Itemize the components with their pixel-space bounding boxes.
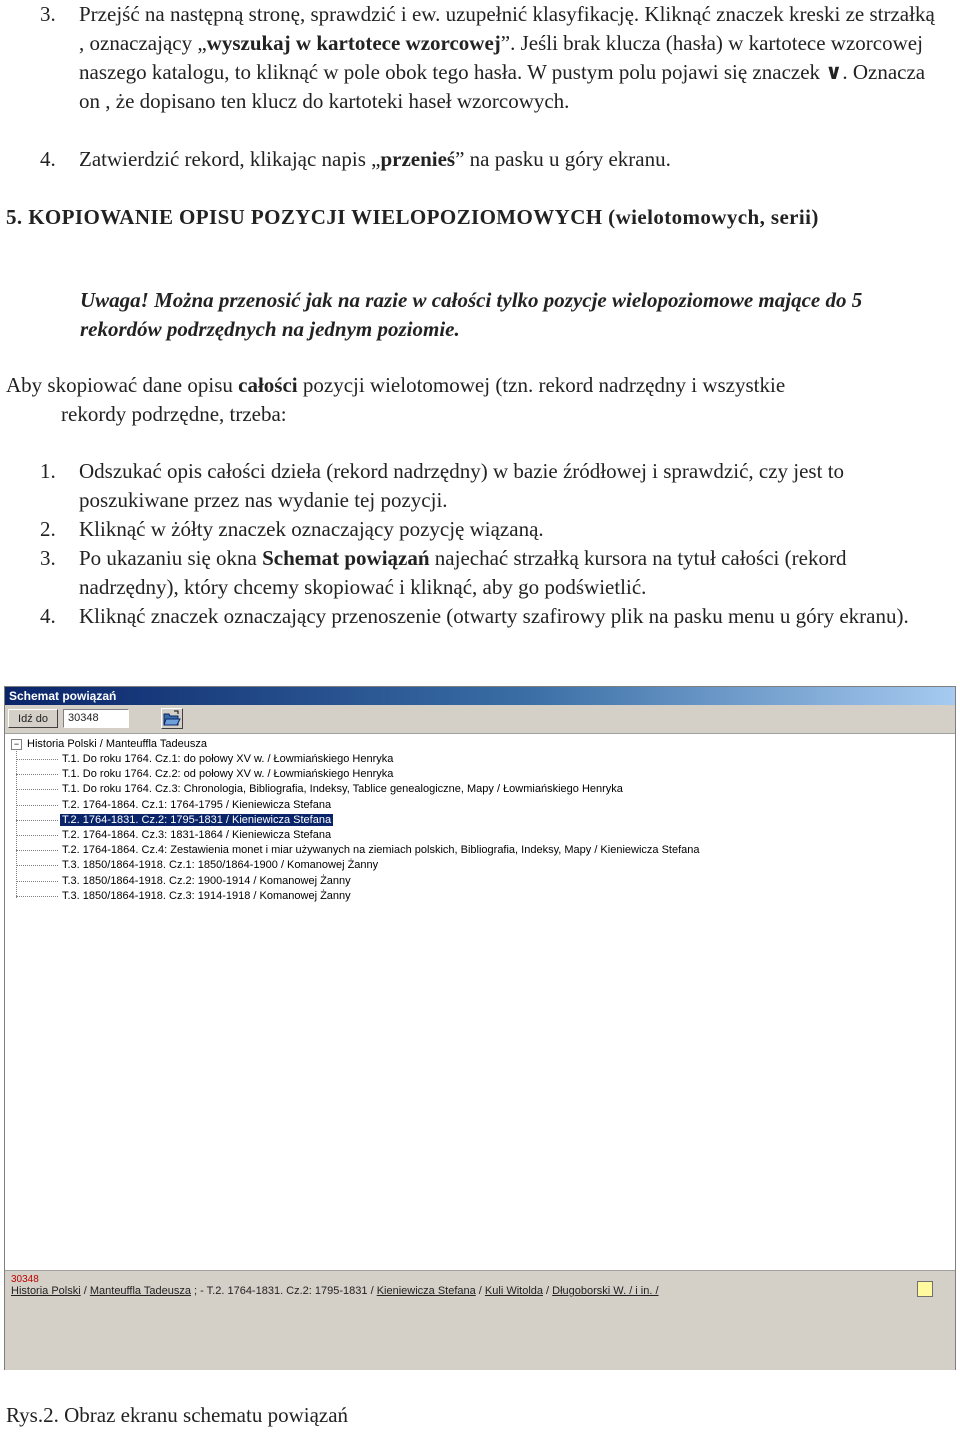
tree-item[interactable] — [60, 828, 333, 842]
tree-item-label: T.1. Do roku 1764. Cz.1: do połowy XV w. / Łowmiańskiego Henryka — [62, 753, 394, 765]
step-text: Odszukać opis całości dzieła (rekord nadrzędny) w bazie źródłowej i sprawdzić, czy jest to poszukiwane przez nas wydanie tej pozycji. — [79, 459, 845, 512]
path-link[interactable]: Kieniewicza Stefana — [376, 1285, 476, 1297]
figure-caption: Rys.2. Obraz ekranu schematu powiązań — [6, 1403, 349, 1427]
step-text: Kliknąć w żółty znaczek oznaczający pozycję wiązaną. — [79, 517, 544, 541]
tree-item[interactable] — [60, 843, 702, 857]
step-number: 3. — [40, 546, 56, 570]
path-link[interactable]: Manteuffla Tadeusza — [89, 1285, 191, 1297]
tree-item-label: T.3. 1850/1864-1918. Cz.3: 1914-1918 / Komanowej Żanny — [62, 889, 351, 902]
warning-note: Uwaga! Można przenosić jak na razie w całości tylko pozycje wielopoziomowe mające do 5 rekordów podrzędnych na jednym poziomie. — [80, 288, 863, 341]
tree-item[interactable] — [60, 798, 333, 812]
tree-item-label: T.2. 1764-1831. Cz.2: 1795-1831 / Kieniewicza Stefana — [62, 813, 332, 826]
s5-step-2 — [0, 515, 955, 544]
s5-step-4 — [0, 602, 955, 660]
tree-connector — [16, 759, 58, 760]
step-number: 1. — [40, 459, 56, 483]
s5-step-3 — [0, 544, 955, 602]
tree-item-label: T.3. 1850/1864-1918. Cz.2: 1900-1914 / Komanowej Żanny — [62, 874, 351, 887]
section-heading: 5. KOPIOWANIE OPISU POZYCJI WIELOPOZIOMOWYCH (wielotomowych, serii) — [6, 205, 819, 229]
step-number: 2. — [40, 517, 56, 541]
step-text: Zatwierdzić rekord, klikając napis „przenieś” na pasku u góry ekranu. — [79, 147, 671, 171]
tree-item-label: T.2. 1764-1864. Cz.1: 1764-1795 / Kieniewicza Stefana — [62, 798, 332, 811]
schemat-window — [4, 686, 956, 1370]
step-number: 4. — [40, 604, 56, 628]
check-mark-glyph: ∨ — [825, 60, 843, 84]
tree-item[interactable] — [60, 752, 395, 766]
step-3-item — [0, 0, 955, 145]
record-id: 30348 — [11, 1274, 39, 1285]
tree-item-label: T.1. Do roku 1764. Cz.3: Chronologia, Bibliografia, Indeksy, Tablice genealogiczne, Mapy / Łowmiańskiego Henryka — [62, 783, 623, 796]
tree-connector — [16, 774, 58, 775]
record-path: Historia Polski / Manteuffla Tadeusza ; - T.2. 1764-1831. Cz.2: 1795-1831 / Kieniewicza Stefana / Kuli Witolda / Długoborski W. / i in. / — [11, 1285, 659, 1297]
step-text: Kliknąć znaczek oznaczający przenoszenie (otwarty szafirowy plik na pasku menu u góry ekranu). — [79, 604, 909, 628]
goto-input[interactable]: 30348 — [63, 709, 129, 728]
tree-connector — [16, 805, 58, 806]
tree-item-label: T.3. 1850/1864-1918. Cz.1: 1850/1864-1900 / Komanowej Żanny — [62, 859, 379, 872]
step-4-item — [0, 145, 955, 174]
tree-connector — [16, 835, 58, 836]
step-number: 4. — [40, 147, 56, 171]
step-text: Przejść na następną stronę, sprawdzić i ew. uzupełnić klasyfikację. Kliknąć znaczek kreski ze strzałką , oznaczający „wyszukaj w kartotece wzorcowej”. Jeśli brak klucza (hasła) w kartotece wzorcowej naszego katalogu, to kliknąć w pole obok tego hasła. W pustym polu pojawi się znaczek ∨. Oznacza on , że dopisano ten klucz do kartoteki haseł wzorcowych. — [79, 2, 935, 113]
step-number: 3. — [40, 2, 56, 26]
tree-root-node[interactable]: − Historia Polski / Manteuffla Tadeusza — [11, 737, 209, 751]
step-text: Po ukazaniu się okna Schemat powiązań najechać strzałką kursora na tytuł całości (rekord nadrzędny), który chcemy skopiować i kliknąć, aby go podświetlić. — [79, 546, 847, 599]
tree-item-label: T.2. 1764-1864. Cz.3: 1831-1864 / Kieniewicza Stefana — [62, 829, 332, 841]
tree-connector — [16, 748, 17, 898]
tree-item[interactable] — [60, 874, 353, 888]
window-toolbar — [5, 705, 955, 734]
tree-connector — [16, 881, 58, 882]
status-bar — [5, 1270, 955, 1370]
path-link[interactable]: Długoborski W. / i in. / — [552, 1285, 659, 1297]
path-link[interactable]: Historia Polski — [11, 1285, 81, 1297]
tree-item[interactable] — [60, 782, 625, 796]
tree-connector — [16, 896, 58, 897]
linked-item-icon[interactable] — [917, 1281, 933, 1297]
tree-item[interactable] — [60, 889, 353, 903]
bold-term: wyszukaj w kartotece wzorcowej — [206, 31, 501, 55]
tree-connector — [16, 865, 58, 866]
tree-item[interactable] — [60, 767, 395, 781]
goto-button[interactable]: Idź do — [8, 709, 58, 728]
open-folder-icon — [162, 709, 182, 728]
tree-item-label: T.1. Do roku 1764. Cz.2: od połowy XV w. / Łowmiańskiego Henryka — [62, 768, 394, 781]
window-title: Schemat powiązań — [5, 687, 955, 705]
relation-tree — [5, 734, 955, 1269]
tree-connector — [16, 820, 58, 821]
tree-item-label: T.2. 1764-1864. Cz.4: Zestawienia monet i miar używanych na ziemiach polskich, Bibliografia, Indeksy, Mapy / Kieniewicza Stefana — [62, 844, 700, 857]
path-link[interactable]: Kuli Witolda — [484, 1285, 543, 1297]
transfer-button[interactable] — [161, 708, 183, 729]
bold-term: przenieś — [380, 147, 456, 171]
tree-connector — [16, 789, 58, 790]
tree-item[interactable] — [60, 858, 380, 872]
tree-item[interactable] — [60, 813, 333, 827]
s5-step-1 — [0, 457, 955, 515]
collapse-icon[interactable]: − — [11, 739, 22, 750]
section-intro: Aby skopiować dane opisu całości pozycji wielotomowej (tzn. rekord nadrzędny i wszystkie rekordy podrzędne, trzeba: — [6, 373, 786, 426]
tree-connector — [16, 850, 58, 851]
